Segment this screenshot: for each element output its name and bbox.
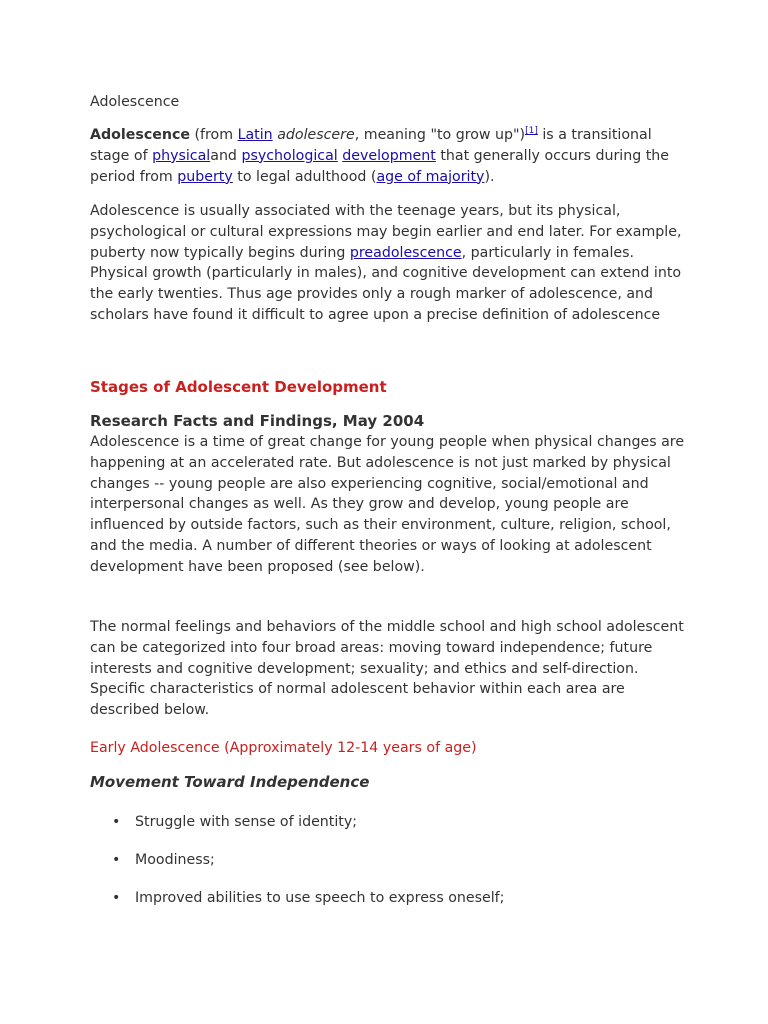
link-psychological[interactable]: psychological [241,147,338,164]
body-paragraph-4: The normal feelings and behaviors of the middle school and high school adolescent can be categorized into four broad areas: moving toward independence; future interests and cognitive development; sexuality; and ethics and self-direction. Specific characteristics of normal adolescent behavior within each area are described below. [90,619,684,719]
intro-paragraph [90,125,690,187]
reference-link[interactable]: [1] [525,126,538,136]
body-paragraph-3: Adolescence is a time of great change for young people when physical changes are happening at an accelerated rate. But adolescence is not just marked by physical changes -- young people are also experiencing cognitive, social/emotional and interpersonal changes as well. As they grow and develop, young people are influenced by outside factors, such as their environment, culture, religion, school, and the media. A number of different theories or ways of looking at adolescent development have been proposed (see below). [90,434,685,575]
intro-term: Adolescence [90,127,190,143]
list-item-text: Improved abilities to use speech to express oneself; [135,890,505,906]
intro-text: (from [189,127,238,143]
bullet-icon: • [112,852,121,868]
subheading-movement-toward-independence: Movement Toward Independence [90,773,370,791]
link-preadolescence[interactable]: preadolescence [349,244,462,261]
bullet-icon: • [112,814,121,830]
paragraph-text: , particularly in females. Physical growth (particularly in males), and cognitive development can extend into the early twenties. Thus age provides only a rough marker of adolescence, and scholars have found it difficult to agree upon a precise definition of adolescence [90,244,682,323]
link-physical[interactable]: physical [152,147,211,164]
section-heading-stages: Stages of Adolescent Development [90,378,387,396]
paragraph-text: Adolescence is usually associated with the teenage years, but its physical, psychological or cultural expressions may begin earlier and end later. For example, puberty now typically begins during [90,203,682,261]
subheading-research: Research Facts and Findings, May 2004 [90,412,425,430]
body-paragraph-2 [90,201,690,326]
intro-text: is a transitional stage of [90,127,652,164]
intro-latin-word: adolescere [277,127,355,143]
link-puberty[interactable]: puberty [177,168,233,185]
intro-text: to legal adulthood ( [232,168,377,185]
section-heading-early-adolescence: Early Adolescence (Approximately 12-14 years of age) [90,740,477,756]
intro-text: and [210,147,242,164]
page-title: Adolescence [90,94,180,110]
list-item-text: Struggle with sense of identity; [135,814,358,830]
link-development[interactable]: development [342,147,436,164]
intro-text: that generally occurs during the period from [90,147,670,185]
list-item-text: Moodiness; [135,852,215,868]
link-latin[interactable]: Latin [237,127,273,143]
bullet-icon: • [112,890,121,906]
intro-text: ). [484,168,495,185]
link-age-of-majority[interactable]: age of majority [376,168,485,185]
intro-text: , meaning "to grow up") [354,127,526,143]
